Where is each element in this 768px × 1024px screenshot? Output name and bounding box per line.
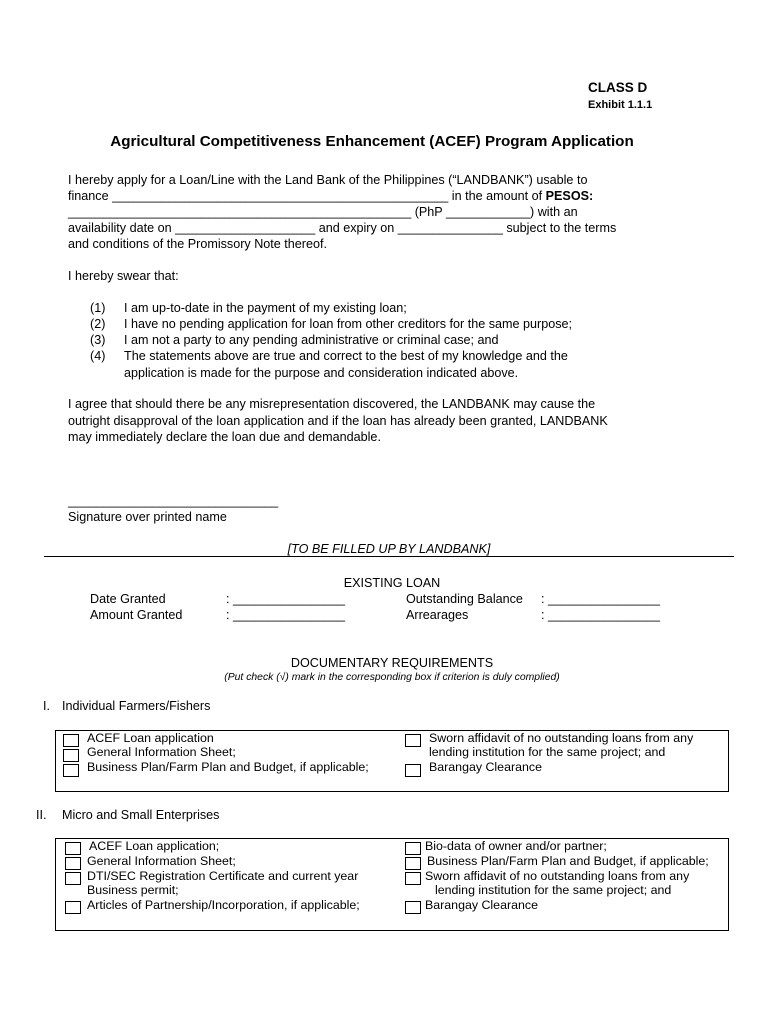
checklist-item-label: Business Plan/Farm Plan and Budget, if applicable; (87, 760, 369, 774)
swear-item-text: I have no pending application for loan from other creditors for the same purpose; (124, 317, 573, 331)
swear-item-num: (3) (90, 333, 106, 347)
checkbox[interactable] (65, 857, 81, 870)
checklist-item-label: Business Plan/Farm Plan and Budget, if applicable; (427, 854, 709, 868)
checklist-item-label: Business permit; (87, 883, 179, 897)
checkbox[interactable] (405, 901, 421, 914)
arrearages-label: Arrearages (406, 608, 469, 622)
checkbox[interactable] (405, 842, 421, 855)
checklist-item-label: lending institution for the same project; and (429, 745, 666, 759)
arrearages-field[interactable]: : ________________ (541, 608, 661, 622)
section-1-number: I. (43, 699, 50, 713)
amount-granted-label: Amount Granted (90, 608, 183, 622)
landbank-note: [TO BE FILLED UP BY LANDBANK] (287, 542, 491, 556)
checklist-item-label: General Information Sheet; (87, 854, 236, 868)
section-2-title: Micro and Small Enterprises (62, 808, 220, 822)
checklist-item-label: ACEF Loan application; (89, 839, 220, 853)
requirements-note: (Put check (√) mark in the corresponding box if criterion is duly complied) (224, 672, 560, 683)
checkbox[interactable] (65, 901, 81, 914)
intro-line-4: availability date on ____________________ and expiry on _______________ subject to the terms (68, 221, 617, 235)
exhibit-label: Exhibit 1.1.1 (588, 99, 653, 111)
swear-item-text: I am not a party to any pending administrative or criminal case; and (124, 333, 499, 347)
intro-line-2: finance ________________________________________________ in the amount of PESOS: (68, 189, 594, 203)
requirements-title: DOCUMENTARY REQUIREMENTS (290, 656, 494, 670)
checkbox[interactable] (63, 749, 79, 762)
page-title: Agricultural Competitiveness Enhancement (ACEF) Program Application (110, 133, 634, 150)
checklist-item-label: Barangay Clearance (429, 760, 542, 774)
checkbox[interactable] (405, 734, 421, 747)
swear-item-text: The statements above are true and correct to the best of my knowledge and the (124, 349, 568, 363)
swear-heading: I hereby swear that: (68, 269, 179, 283)
checklist-item-label: Sworn affidavit of no outstanding loans from any (425, 869, 690, 883)
outstanding-balance-label: Outstanding Balance (406, 592, 523, 606)
section-2-number: II. (36, 808, 47, 822)
checklist-item-label: DTI/SEC Registration Certificate and current year (87, 869, 359, 883)
checkbox[interactable] (405, 764, 421, 777)
intro-line-3: _________________________________________________ (PhP ____________) with an (68, 205, 578, 219)
section-1-title: Individual Farmers/Fishers (62, 699, 211, 713)
amount-granted-field[interactable]: : ________________ (226, 608, 346, 622)
swear-item-text: I am up-to-date in the payment of my existing loan; (124, 301, 407, 315)
checklist-item-label: Sworn affidavit of no outstanding loans from any (429, 731, 694, 745)
checkbox[interactable] (405, 857, 421, 870)
agree-line-2: outright disapproval of the loan application and if the loan has already been granted, LANDBANK (68, 414, 608, 428)
signature-label: Signature over printed name (68, 510, 227, 524)
checkbox[interactable] (63, 734, 79, 747)
section-2-checklist (55, 838, 729, 931)
checkbox[interactable] (65, 872, 81, 885)
checklist-item-label: ACEF Loan application (87, 731, 214, 745)
swear-item-num: (1) (90, 301, 106, 315)
intro-line-1: I hereby apply for a Loan/Line with the Land Bank of the Philippines (“LANDBANK”) usable to (68, 173, 588, 187)
class-label: CLASS D (588, 80, 648, 95)
checkbox[interactable] (405, 872, 421, 885)
checklist-item-label: Bio-data of owner and/or partner; (425, 839, 607, 853)
outstanding-balance-field[interactable]: : ________________ (541, 592, 661, 606)
agree-line-3: may immediately declare the loan due and demandable. (68, 430, 381, 444)
checkbox[interactable] (65, 842, 81, 855)
checkbox[interactable] (63, 764, 79, 777)
existing-loan-title: EXISTING LOAN (343, 576, 441, 590)
checklist-item-label: lending institution for the same project; and (435, 883, 672, 897)
date-granted-label: Date Granted (90, 592, 166, 606)
section-1-checklist (55, 730, 729, 792)
checklist-item-label: Articles of Partnership/Incorporation, if applicable; (87, 898, 360, 912)
checklist-item-label: General Information Sheet; (87, 745, 236, 759)
date-granted-field[interactable]: : ________________ (226, 592, 346, 606)
swear-item-num: (4) (90, 349, 106, 363)
agree-line-1: I agree that should there be any misrepresentation discovered, the LANDBANK may cause the (68, 397, 596, 411)
swear-item-text: application is made for the purpose and consideration indicated above. (124, 366, 519, 380)
signature-line[interactable]: ______________________________ (68, 494, 279, 508)
intro-line-5: and conditions of the Promissory Note thereof. (68, 237, 328, 251)
checklist-item-label: Barangay Clearance (425, 898, 538, 912)
swear-item-num: (2) (90, 317, 106, 331)
